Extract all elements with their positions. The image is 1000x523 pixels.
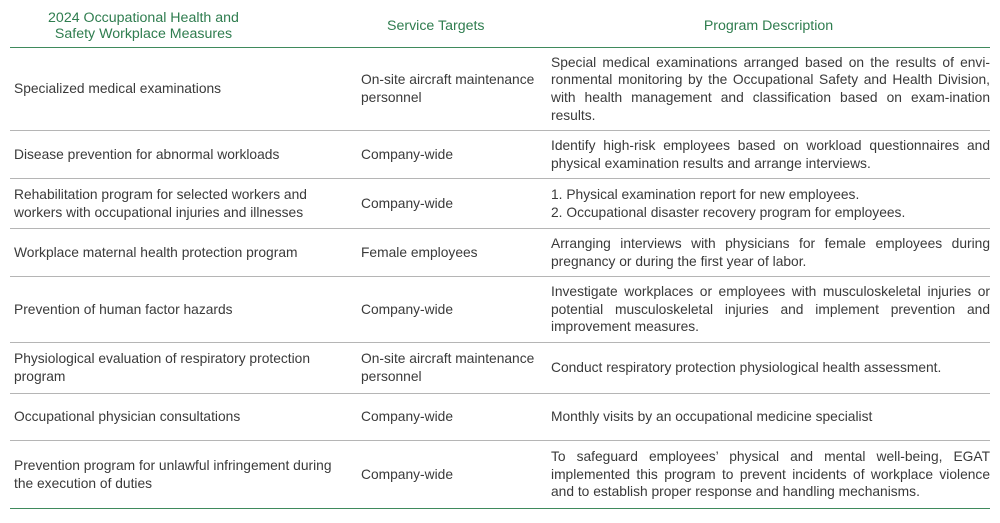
target-cell: Company-wide bbox=[357, 131, 547, 179]
target-cell: Company-wide bbox=[357, 394, 547, 441]
description-cell bbox=[547, 179, 990, 229]
table-row bbox=[10, 131, 990, 179]
target-cell: Company-wide bbox=[357, 179, 547, 229]
target-cell: Female employees bbox=[357, 229, 547, 277]
target-cell: On-site aircraft maintenance personnel bbox=[357, 343, 547, 394]
header-measures-line-2: Safety Workplace Measures bbox=[54, 25, 233, 42]
measure-cell: Prevention of human factor hazards bbox=[10, 277, 357, 343]
description-item: 2. Occupational disaster recovery program for employees. bbox=[551, 204, 906, 220]
header-program-description: Program Description bbox=[547, 4, 990, 48]
description-cell: Monthly visits by an occupational medicine specialist bbox=[547, 394, 990, 441]
measure-cell: Disease prevention for abnormal workloads bbox=[10, 131, 357, 179]
description-cell: Special medical examinations arranged based on the results of envi-ronmental monitoring by the Occupational Safety and Health Division, with health management and classification based on exam-ination results. bbox=[547, 48, 990, 131]
description-cell: Conduct respiratory protection physiological health assessment. bbox=[547, 343, 990, 394]
table-row bbox=[10, 394, 990, 441]
table-row bbox=[10, 48, 990, 131]
description-cell: Investigate workplaces or employees with musculoskeletal injuries or potential musculoskeletal injuries and implement prevention and improvement measures. bbox=[547, 277, 990, 343]
header-service-targets: Service Targets bbox=[357, 4, 547, 48]
target-cell: On-site aircraft maintenance personnel bbox=[357, 48, 547, 131]
measure-cell: Prevention program for unlawful infringement during the execution of duties bbox=[10, 441, 357, 509]
table-row bbox=[10, 277, 990, 343]
measure-cell: Workplace maternal health protection program bbox=[10, 229, 357, 277]
description-cell: Identify high-risk employees based on workload questionnaires and physical examination results and arrange interviews. bbox=[547, 131, 990, 179]
ohs-measures-table bbox=[10, 4, 990, 509]
measure-cell: Occupational physician consultations bbox=[10, 394, 357, 441]
header-measures bbox=[10, 4, 357, 48]
table-row bbox=[10, 229, 990, 277]
table-row bbox=[10, 179, 990, 229]
table-header-row bbox=[10, 4, 990, 48]
description-item: 1. Physical examination report for new employees. bbox=[551, 186, 860, 202]
target-cell: Company-wide bbox=[357, 277, 547, 343]
description-cell: Arranging interviews with physicians for female employees during pregnancy or during the first year of labor. bbox=[547, 229, 990, 277]
description-cell: To safeguard employees’ physical and mental well-being, EGAT implemented this program to prevent incidents of workplace violence and to establish proper response and handling mechanisms. bbox=[547, 441, 990, 509]
measure-cell: Physiological evaluation of respiratory protection program bbox=[10, 343, 357, 394]
ohs-measures-table-container bbox=[10, 4, 990, 509]
measure-cell: Rehabilitation program for selected workers and workers with occupational injuries and illnesses bbox=[10, 179, 357, 229]
header-measures-line-1: 2024 Occupational Health and bbox=[48, 9, 239, 26]
table-row bbox=[10, 343, 990, 394]
target-cell: Company-wide bbox=[357, 441, 547, 509]
measure-cell: Specialized medical examinations bbox=[10, 48, 357, 131]
table-row bbox=[10, 441, 990, 509]
